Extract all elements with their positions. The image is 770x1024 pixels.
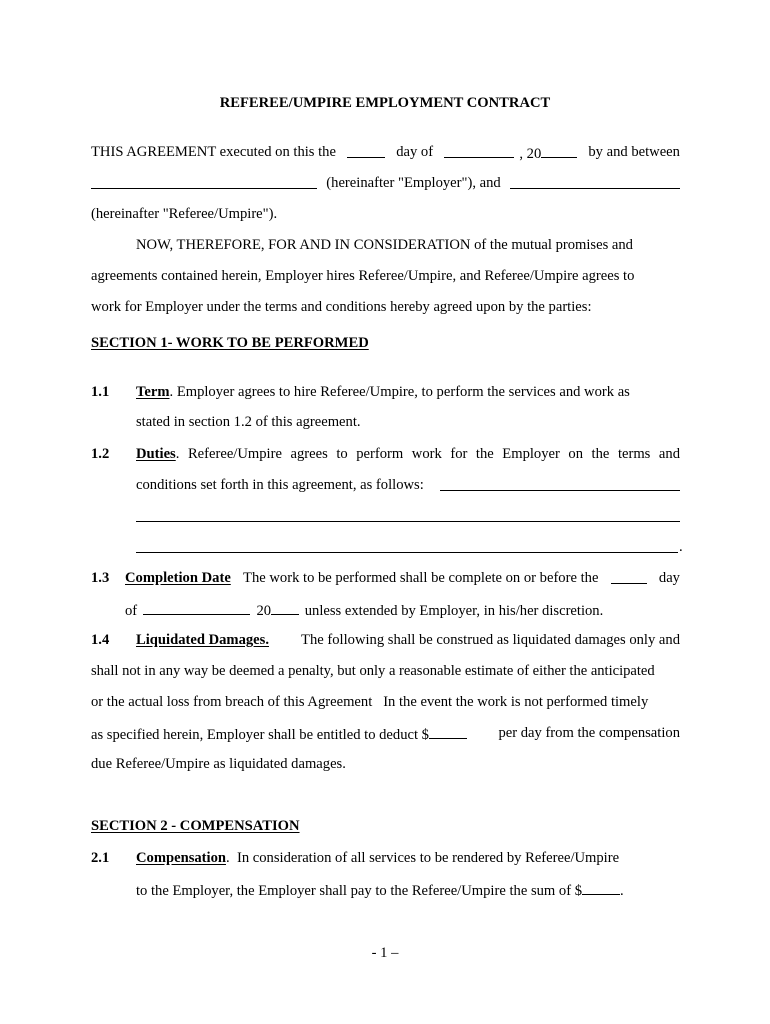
completion-date-line-1 [125, 571, 680, 586]
completion-date-text: The work to be performed shall be complete on or before the [243, 570, 599, 586]
duties-blank-3[interactable] [136, 552, 678, 553]
employer-name-blank[interactable] [91, 176, 317, 189]
intro-text: THIS AGREEMENT executed on this the [91, 144, 336, 160]
completion-date-text: 20 [256, 603, 272, 619]
compensation-line-2 [136, 882, 624, 899]
compensation-text: . In consideration of all services to be rendered by Referee/Umpire [226, 850, 620, 866]
duties-period: . [679, 539, 683, 555]
completion-date-line-2 [125, 602, 603, 619]
compensation-text: . [620, 883, 624, 899]
compensation-title: Compensation [136, 850, 227, 866]
term-title: Term [136, 384, 170, 400]
clause-number: 1.3 [91, 570, 110, 586]
compensation-line-1 [136, 851, 619, 866]
intro-line-2 [91, 176, 680, 191]
liquidated-damages-text: The following shall be construed as liquidated damages only and [301, 632, 680, 648]
clause-number: 1.1 [91, 384, 110, 400]
duties-word: terms [617, 446, 651, 462]
liquidated-damages-text: as specified herein, Employer shall be entitled to deduct $ [91, 727, 429, 743]
completion-date-title: Completion Date [125, 570, 231, 586]
completion-day-blank[interactable] [611, 571, 647, 584]
year-blank[interactable] [541, 145, 577, 158]
liquidated-damages-line-2: shall not in any way be deemed a penalty, but only a reasonable estimate of either the anticipated [91, 663, 655, 679]
duties-word: on [568, 446, 583, 462]
section-1-heading: SECTION 1- WORK TO BE PERFORMED [91, 335, 369, 351]
duties-clause-line-1 [136, 447, 680, 462]
clause-number: 2.1 [91, 850, 110, 866]
month-blank[interactable] [444, 145, 514, 158]
completion-year-blank[interactable] [271, 602, 299, 615]
duties-word: perform [356, 446, 404, 462]
section-2-heading: SECTION 2 - COMPENSATION [91, 818, 300, 834]
duties-title: Duties [136, 446, 176, 462]
consideration-line-3: work for Employer under the terms and conditions hereby agreed upon by the parties: [91, 299, 592, 315]
liquidated-damages-title: Liquidated Damages. [136, 632, 269, 648]
duties-word: for [450, 446, 468, 462]
completion-date-text: unless extended by Employer, in his/her discretion. [304, 603, 604, 619]
deduction-amount-blank[interactable] [429, 726, 467, 739]
liquidated-damages-line-1 [136, 633, 680, 648]
duties-word: work [411, 446, 442, 462]
duties-word: Employer [502, 446, 560, 462]
liquidated-damages-line-3: or the actual loss from breach of this Agreement In the event the work is not performed timely [91, 694, 649, 710]
intro-text: day of [396, 144, 434, 160]
intro-text: (hereinafter "Employer"), and [326, 175, 501, 191]
liquidated-damages-text: per day from the compensation [498, 725, 680, 741]
intro-text: by and between [588, 144, 680, 160]
intro-text: , 20 [519, 146, 542, 162]
duties-word: Referee/Umpire [187, 446, 282, 462]
liquidated-damages-line-5: due Referee/Umpire as liquidated damages. [91, 756, 346, 772]
clause-number: 1.4 [91, 632, 110, 648]
intro-line-1 [91, 145, 680, 162]
consideration-line-2: agreements contained herein, Employer hires Referee/Umpire, and Referee/Umpire agrees to [91, 268, 635, 284]
completion-date-text: day [658, 570, 680, 586]
liquidated-damages-line-4 [91, 726, 680, 743]
duties-blank-1[interactable] [440, 490, 680, 491]
duties-blank-2[interactable] [136, 521, 680, 522]
referee-name-blank[interactable] [510, 176, 680, 189]
compensation-amount-blank[interactable] [582, 882, 620, 895]
term-clause-line-2: stated in section 1.2 of this agreement. [136, 414, 361, 430]
intro-line-3: (hereinafter "Referee/Umpire"). [91, 206, 278, 222]
term-text: . Employer agrees to hire Referee/Umpire, to perform the services and work as [169, 384, 630, 400]
clause-number: 1.2 [91, 446, 110, 462]
consideration-line-1: NOW, THEREFORE, FOR AND IN CONSIDERATION of the mutual promises and [136, 237, 633, 253]
duties-word: agrees [290, 446, 328, 462]
compensation-text: to the Employer, the Employer shall pay to the Referee/Umpire the sum of $ [136, 883, 583, 899]
duties-clause-line-2: conditions set forth in this agreement, as follows: [136, 477, 424, 493]
completion-date-text: of [125, 603, 138, 619]
duties-word: the [475, 446, 494, 462]
page-number: - 1 – [371, 945, 399, 961]
document-title: REFEREE/UMPIRE EMPLOYMENT CONTRACT [219, 95, 551, 111]
duties-word: to [336, 446, 348, 462]
duties-word: and [658, 446, 680, 462]
duties-word: . [175, 446, 180, 462]
duties-word: the [591, 446, 610, 462]
completion-month-blank[interactable] [143, 602, 250, 615]
day-blank[interactable] [347, 145, 385, 158]
term-clause-line-1 [136, 385, 630, 400]
